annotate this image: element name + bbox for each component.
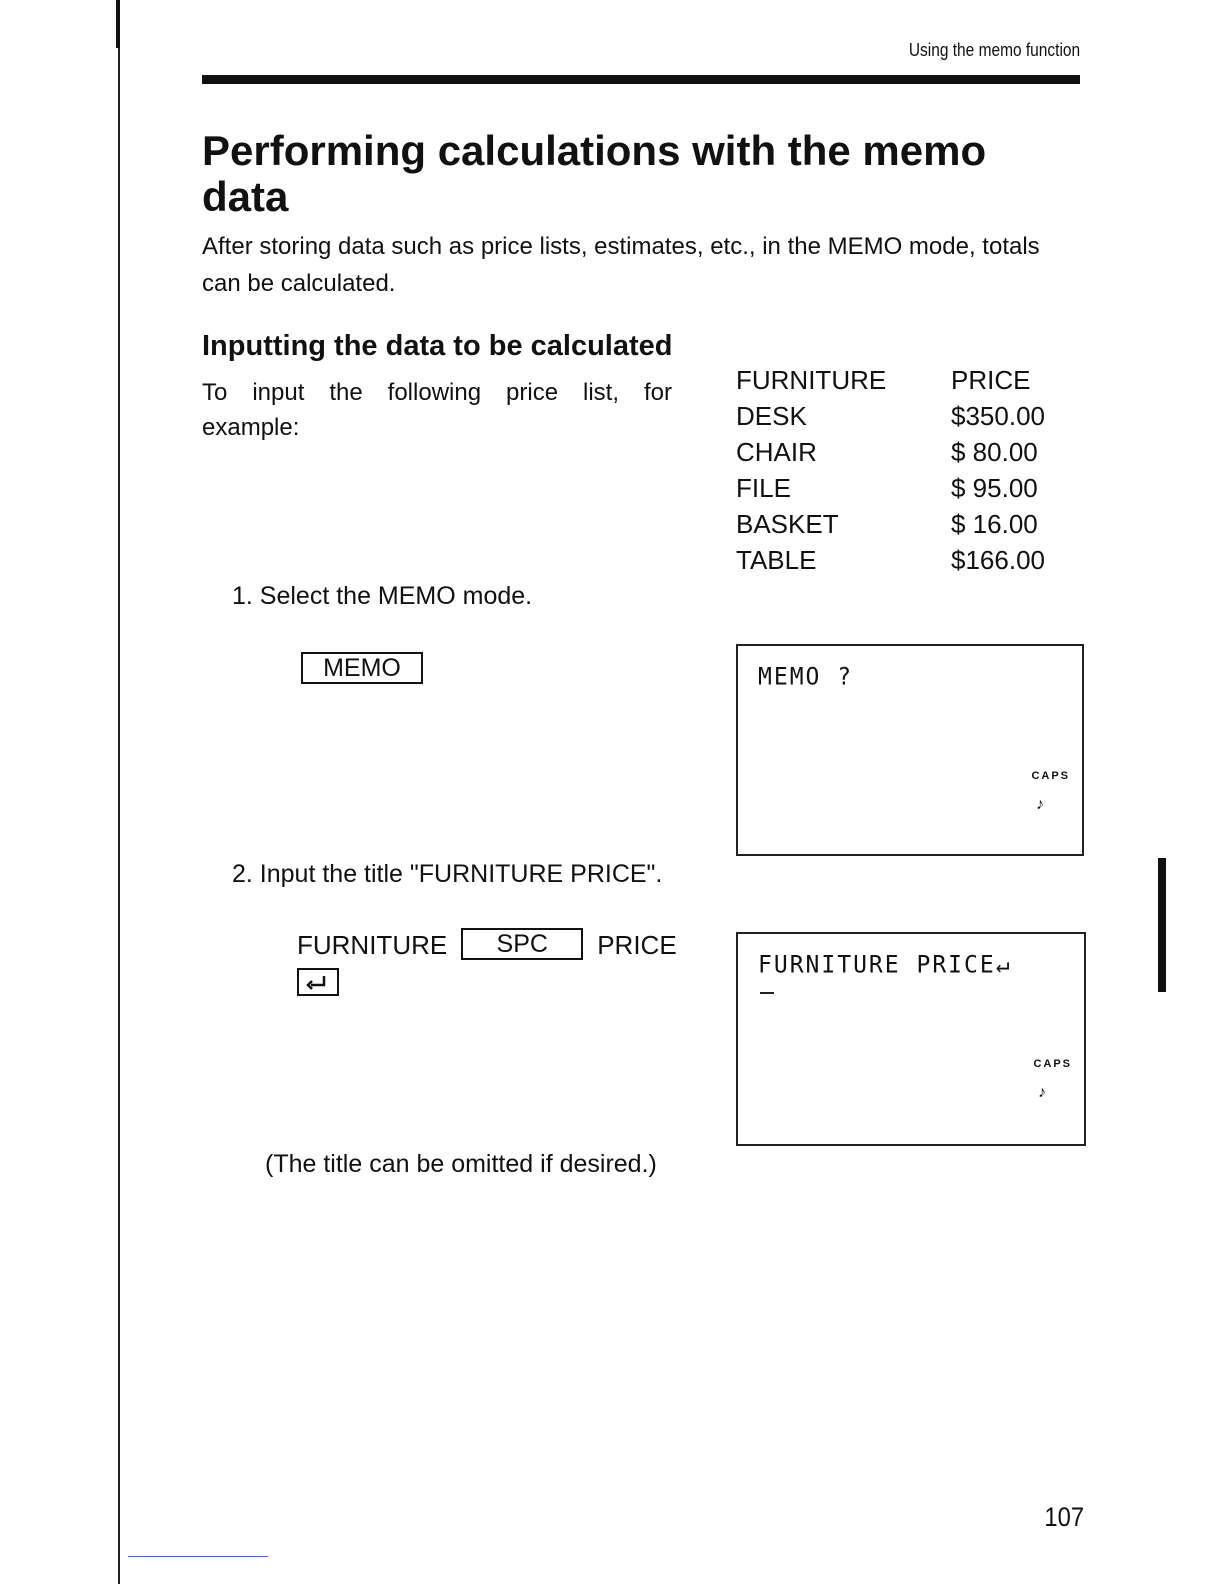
section-heading: Inputting the data to be calculated — [202, 330, 673, 362]
table-cell-item: TABLE — [736, 544, 817, 575]
table-cell-price: $350.00 — [951, 400, 1045, 431]
table-row — [736, 398, 1045, 434]
memo-key: MEMO — [301, 652, 423, 684]
step-2-text: 2. Input the title "FURNITURE PRICE". — [232, 860, 663, 888]
table-cell-item: DESK — [736, 400, 807, 431]
table-header-item: FURNITURE — [736, 364, 887, 395]
lcd-line: FURNITURE PRICE↵ — [758, 951, 1012, 979]
music-note-icon: ♪ — [1036, 796, 1044, 813]
table-row — [736, 542, 1045, 578]
table-row — [736, 470, 1045, 506]
table-cell-price: $ 80.00 — [951, 436, 1038, 467]
price-list-table — [736, 362, 1045, 578]
header-rule — [202, 75, 1080, 84]
footer-underline — [128, 1556, 268, 1557]
caps-indicator: CAPS — [1031, 770, 1070, 782]
section-lead: To input the following price list, for example: — [202, 379, 672, 441]
table-header-row — [736, 362, 1045, 398]
table-cell-item: CHAIR — [736, 436, 817, 467]
table-cell-price: $ 16.00 — [951, 508, 1038, 539]
scan-edge-mark — [1158, 858, 1166, 992]
table-row — [736, 434, 1045, 470]
key-word-furniture: FURNITURE — [297, 930, 448, 960]
lcd-display-memo — [736, 644, 1084, 856]
lcd-display-title — [736, 932, 1086, 1146]
lcd-cursor — [760, 992, 774, 994]
margin-tick — [116, 0, 120, 48]
table-cell-item: BASKET — [736, 508, 839, 539]
key-sequence — [297, 928, 677, 962]
lcd-line: MEMO ? — [758, 663, 854, 691]
intro-paragraph: After storing data such as price lists, estimates, etc., in the MEMO mode, totals can be calculated. — [202, 233, 1040, 297]
table-cell-price: $166.00 — [951, 544, 1045, 575]
title-optional-note: (The title can be omitted if desired.) — [265, 1150, 657, 1178]
page-margin-line — [118, 0, 120, 1584]
spc-key: SPC — [461, 928, 583, 960]
enter-key-icon — [297, 968, 339, 996]
key-word-price: PRICE — [597, 930, 677, 960]
music-note-icon: ♪ — [1038, 1084, 1046, 1101]
table-header-price: PRICE — [951, 364, 1031, 395]
table-cell-item: FILE — [736, 472, 791, 503]
step-1-text: 1. Select the MEMO mode. — [232, 582, 533, 610]
caps-indicator: CAPS — [1033, 1058, 1072, 1070]
page-title: Performing calculations with the memo data — [202, 127, 987, 220]
page-number: 107 — [1044, 1502, 1084, 1532]
running-head: Using the memo function — [908, 40, 1080, 60]
table-cell-price: $ 95.00 — [951, 472, 1038, 503]
table-row — [736, 506, 1045, 542]
